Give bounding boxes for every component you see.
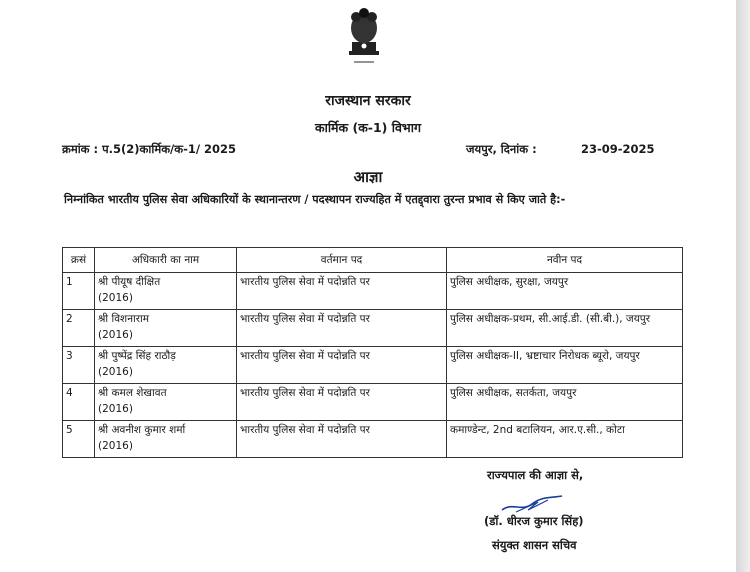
cell-sno: 5 (63, 421, 95, 458)
officer-name: श्री पुष्पेंद्र सिंह राठौड़ (98, 350, 176, 362)
cell-officer (95, 384, 237, 421)
page-edge (736, 0, 750, 572)
officer-name: श्री पीयूष दीक्षित (98, 276, 161, 288)
department-name: कार्मिक (क-1) विभाग (314, 120, 421, 135)
cell-new-post: पुलिस अधीक्षक, सुरक्षा, जयपुर (447, 273, 683, 310)
officer-name: श्री विशनाराम (98, 313, 150, 325)
cell-new-post: पुलिस अधीक्षक, सतर्कता, जयपुर (447, 384, 683, 421)
table-row (63, 310, 683, 347)
officer-batch: (2016) (98, 292, 133, 304)
signatory-name: (डॉ. धीरज कुमार सिंह) (484, 514, 584, 528)
cell-officer (95, 421, 237, 458)
cell-officer (95, 310, 237, 347)
column-header-current-post: वर्तमान पद (237, 248, 447, 273)
table-header-row (63, 248, 683, 273)
officer-batch: (2016) (98, 329, 133, 341)
transfer-table (62, 247, 683, 458)
officer-batch: (2016) (98, 366, 133, 378)
cell-officer (95, 273, 237, 310)
order-heading: आज्ञा (353, 168, 383, 186)
column-header-sno: क्रसं (63, 248, 95, 273)
officer-name: श्री अवनीश कुमार शर्मा (98, 424, 186, 436)
order-date: 23-09-2025 (581, 142, 655, 156)
officer-batch: (2016) (98, 403, 133, 415)
signatory-designation: संयुक्त शासन सचिव (492, 538, 577, 552)
governor-order-line: राज्यपाल की आज्ञा से, (487, 468, 584, 482)
cell-current-post: भारतीय पुलिस सेवा में पदोन्नति पर (237, 273, 447, 310)
cell-current-post: भारतीय पुलिस सेवा में पदोन्नति पर (237, 384, 447, 421)
order-number: क्रमांक : प.5(2)कार्मिक/क-1/ 2025 (62, 142, 237, 156)
column-header-officer-name: अधिकारी का नाम (95, 248, 237, 273)
handwritten-signature-icon (498, 492, 568, 516)
cell-new-post: पुलिस अधीक्षक-प्रथम, सी.आई.डी. (सी.बी.), जयपुर (447, 310, 683, 347)
cell-new-post: पुलिस अधीक्षक-II, भ्रष्टाचार निरोधक ब्यूरो, जयपुर (447, 347, 683, 384)
order-intro: निम्नांकित भारतीय पुलिस सेवा अधिकारियों के स्थानान्तरण / पदस्थापन राज्यहित में एतद्द्वारा तुरन्त प्रभाव से किए जाते है:- (64, 193, 566, 206)
officer-batch: (2016) (98, 440, 133, 452)
cell-sno: 1 (63, 273, 95, 310)
cell-current-post: भारतीय पुलिस सेवा में पदोन्नति पर (237, 310, 447, 347)
place-label: जयपुर, दिनांक : (466, 142, 537, 156)
cell-current-post: भारतीय पुलिस सेवा में पदोन्नति पर (237, 347, 447, 384)
government-name: राजस्थान सरकार (325, 93, 411, 109)
table-row (63, 273, 683, 310)
cell-officer (95, 347, 237, 384)
table-row (63, 347, 683, 384)
cell-current-post: भारतीय पुलिस सेवा में पदोन्नति पर (237, 421, 447, 458)
officer-name: श्री कमल शेखावत (98, 387, 167, 399)
cell-sno: 4 (63, 384, 95, 421)
table-row (63, 384, 683, 421)
state-emblem-icon (338, 4, 390, 70)
cell-new-post: कमाण्डेन्ट, 2nd बटालियन, आर.ए.सी., कोटा (447, 421, 683, 458)
table-row (63, 421, 683, 458)
cell-sno: 2 (63, 310, 95, 347)
column-header-new-post: नवीन पद (447, 248, 683, 273)
cell-sno: 3 (63, 347, 95, 384)
